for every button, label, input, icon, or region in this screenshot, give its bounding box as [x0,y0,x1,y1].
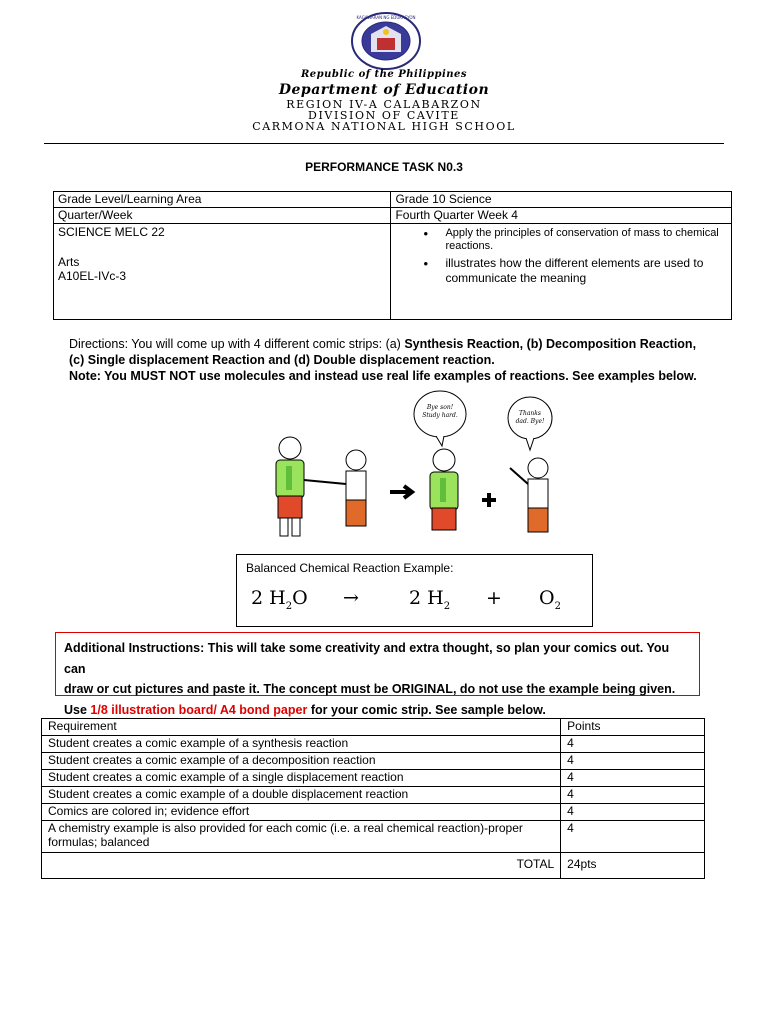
equation-term-hydrogen: 2 $H_2$ [409,587,451,612]
rubric-table [41,718,705,879]
objective-item: • illustrates how the different elements are used to communicate the meaning [395,256,727,286]
table-row [42,787,705,804]
objectives-cell [391,224,732,320]
rubric-requirement: Student creates a comic example of a synthesis reaction [42,736,561,753]
department-heading: Department of Education [278,82,490,98]
arts-code: A10EL-IVc-3 [58,269,127,283]
bubble2-line2: dad. Bye! [515,418,545,425]
header-divider [44,143,724,144]
equation-term-oxygen: $O_2$ [539,587,561,612]
equation-plus: + [486,587,502,609]
school-heading: CARMONA NATIONAL HIGH SCHOOL [252,120,516,133]
bubble1-line2: Study hard. [422,412,458,419]
rubric-points: 4 [561,821,705,853]
quarter-label: Quarter/Week [54,208,391,224]
quarter-value: Fourth Quarter Week 4 [391,208,732,224]
table-row [42,770,705,787]
melc-cell [54,224,391,320]
additional-line1: Additional Instructions: This will take some creativity and extra thought, so plan your comics out. You can [64,641,670,676]
rubric-points: 4 [561,736,705,753]
region-heading: REGION IV-A CALABARZON [286,98,482,111]
additional-instructions-box [55,632,700,717]
page-title: PERFORMANCE TASK N0.3 [305,160,463,174]
info-table [53,191,732,320]
rubric-points: 4 [561,804,705,821]
equation-label: Balanced Chemical Reaction Example: [246,561,454,575]
comic-illustration [258,388,588,548]
rubric-total-label: TOTAL [42,853,561,879]
rubric-requirement: Student creates a comic example of a double displacement reaction [42,787,561,804]
division-heading: DIVISION OF CAVITE [308,109,460,122]
directions-prefix: Directions: You will come up with 4 different comic strips: (a) [69,337,405,351]
melc-code: SCIENCE MELC 22 [58,225,165,239]
directions-text [69,336,729,368]
arts-label: Arts [58,255,80,269]
equation-term-water: 2 $H_2O$ [251,587,308,612]
rubric-requirement: Student creates a comic example of a single displacement reaction [42,770,561,787]
rubric-header-requirement: Requirement [42,719,561,736]
directions-ab: Synthesis Reaction, (b) Decomposition Reaction, [404,337,697,351]
additional-line2: draw or cut pictures and paste it. The concept must be ORIGINAL, do not use the example being given. [64,682,676,696]
rubric-header-points: Points [561,719,705,736]
objective-item: • Apply the principles of conservation of mass to chemical reactions. [395,227,727,253]
equation-arrow: → [343,587,359,609]
note-text: Note: You MUST NOT use molecules and instead use real life examples of reactions. See examples below. [69,369,697,383]
deped-seal [351,12,421,70]
rubric-points: 4 [561,753,705,770]
bubble1-line1: Bye son! [426,404,454,411]
equation-box [236,554,593,627]
table-row [42,804,705,821]
rubric-requirement: Comics are colored in; evidence effort [42,804,561,821]
table-row [42,753,705,770]
rubric-requirement: A chemistry example is also provided for each comic (i.e. a real chemical reaction)-proper formulas; balanced [42,821,561,853]
table-row-total [42,853,705,879]
directions-cd: (c) Single displacement Reaction and (d) Double displacement reaction. [69,353,495,367]
rubric-total-value: 24pts [561,853,705,879]
material-highlight: 1/8 illustration board/ A4 bond paper [90,702,308,717]
grade-level-value: Grade 10 Science [391,192,732,208]
rubric-requirement: Student creates a comic example of a decomposition reaction [42,753,561,770]
rubric-points: 4 [561,770,705,787]
table-row [42,821,705,853]
rubric-points: 4 [561,787,705,804]
additional-instructions-text [64,638,694,720]
republic-heading: Republic of the Philippines [300,69,467,80]
seal-text: KAGAWARAN NG EDUKASYON [356,15,416,20]
bubble2-line1: Thanks [518,410,542,417]
additional-line3: Use 1/8 illustration board/ A4 bond paper for your comic strip. See sample below. [64,702,546,717]
table-row [42,736,705,753]
grade-level-label: Grade Level/Learning Area [54,192,391,208]
